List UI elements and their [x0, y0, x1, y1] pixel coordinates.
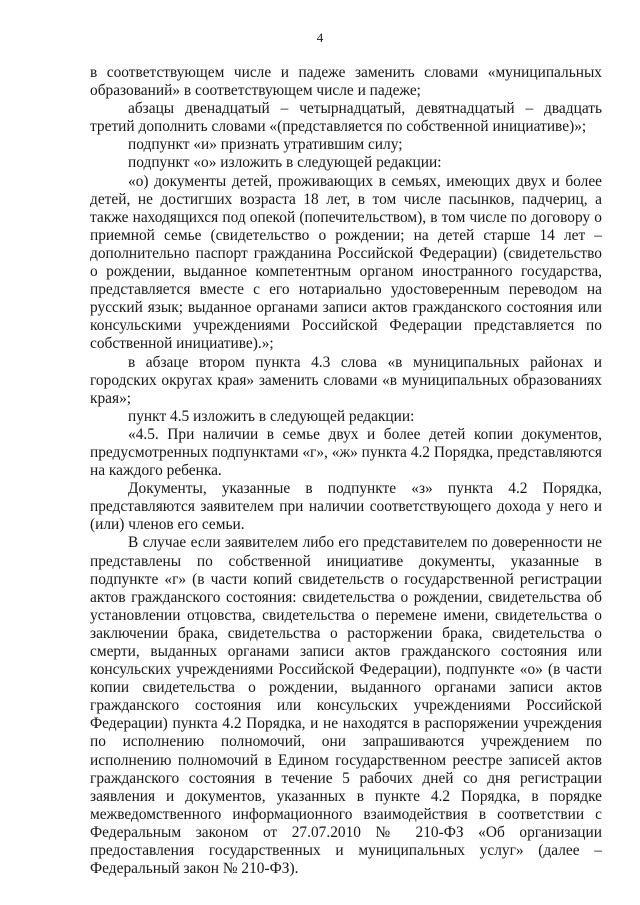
paragraph-6: в абзаце втором пункта 4.3 слова «в муниципальных районах и городских округах края» заменить словами «в муниципальных образованиях края»; — [90, 353, 602, 407]
page-number: 4 — [316, 30, 324, 45]
paragraph-4: подпункт «о» изложить в следующей редакции: — [128, 154, 442, 172]
paragraph-8: «4.5. При наличии в семье двух и более детей копии документов, предусмотренных подпунктами «г», «ж» пункта 4.2 Порядка, представляются на каждого ребенка. — [90, 425, 602, 480]
paragraph-2: абзацы двенадцатый – четырнадцатый, девятнадцатый – двадцать третий дополнить словами «(представляется по собственной инициативе)»; — [90, 100, 602, 136]
paragraph-1: в соответствующем числе и падеже заменить словами «муниципальных образований» в соответствующем числе и падеже; — [90, 64, 602, 100]
paragraph-9: Документы, указанные в подпункте «з» пункта 4.2 Порядка, представляются заявителем при наличии соответствующего дохода у него и (или) членов его семьи. — [90, 480, 602, 534]
document-body — [90, 64, 602, 878]
paragraph-7: пункт 4.5 изложить в следующей редакции: — [128, 407, 415, 425]
paragraph-5: «о) документы детей, проживающих в семьях, имеющих двух и более детей, не достигших возраста 18 лет, в том числе пасынков, падчериц, а также находящихся под опекой (попечительством), в том числе по договору о приемной семье (свидетельство о рождении; на детей старше 14 лет – дополнительно паспорт гражданина Российской Федерации) (свидетельство о рождении, выданное компетентным органом иностранного государства, представляется вместе с его нотариально удостоверенным переводом на русский язык; выданное органами записи актов гражданского состояния или консульскими учреждениями Российской Федерации представляется по собственной инициативе).»; — [90, 172, 602, 353]
paragraph-10: В случае если заявителем либо его представителем по доверенности не представлены по собственной инициативе документы, указанные в подпункте «г» (в части копий свидетельств о государственной регистрации актов гражданского состояния: свидетельства о рождении, свидетельства об установлении отцовства, свидетельства о перемене имени, свидетельства о заключении брака, свидетельства о расторжении брака, свидетельства о смерти, выданных органами записи актов гражданского состояния или консульских учреждениями Российской Федерации), подпункте «о» (в части копии свидетельства о рождении, выданного органами записи актов гражданского состояния или консульских учреждениями Российской Федерации) пункта 4.2 Порядка, и не находятся в распоряжении учреждения по исполнению полномочий, они запрашиваются учреждением по исполнению полномочий в Едином государственном реестре записей актов гражданского состояния в течение 5 рабочих дней со дня регистрации заявления и документов, указанных в пункте 4.2 Порядка, в порядке межведомственного информационного взаимодействия в соответствии с Федеральным законом от 27.07.2010 № 210-ФЗ «Об организации предоставления государственных и муниципальных услуг» (далее – Федеральный закон № 210-ФЗ). — [90, 534, 602, 878]
paragraph-3: подпункт «и» признать утратившим силу; — [128, 136, 403, 154]
